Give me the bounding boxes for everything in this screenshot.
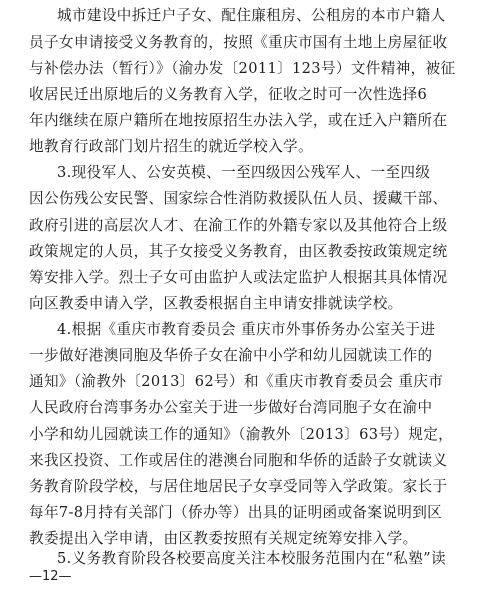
text-line: 与补偿办法（暂行）》（渝办发〔2011〕123号）文件精神，被征 — [29, 60, 456, 77]
text-line: 一步做好港澳同胞及华侨子女在渝中小学和幼儿园就读工作的 — [29, 347, 433, 364]
text-line: 员子女申请接受义务教育的，按照《重庆市国有土地上房屋征收 — [29, 34, 448, 51]
text-line: 因公伤残公安民警、国家综合性消防救援队伍人员、援藏干部、 — [29, 190, 448, 207]
text-line: 政策规定的人员，其子女接受义务教育，由区教委按政策规定统 — [29, 243, 448, 260]
text-line: 向区教委申请入学，区教委根据自主申请安排就读学校。 — [29, 295, 403, 312]
text-line: 地教育行政部门划片招生的就近学校入学。 — [29, 138, 313, 155]
text-line: 政府引进的高层次人才、在渝工作的外籍专家以及其他符合上级 — [29, 217, 448, 234]
text-line: 来我区投资、工作或居住的港澳台同胞和华侨的适龄子女就读义 — [29, 452, 448, 469]
text-line: 教委提出入学申请，由区教委按照有关规定统筹安排入学。 — [29, 530, 418, 547]
text-line: 通知》（渝教外〔2013〕62号）和《重庆市教育委员会 重庆市 — [29, 373, 444, 390]
text-line: 城市建设中拆迁户子女、配住廉租房、公租房的本市户籍人 — [57, 7, 446, 24]
page-number: —12— — [29, 569, 72, 584]
text-line: 小学和幼儿园就读工作的通知》（渝教外〔2013〕63号）规定， — [29, 426, 454, 443]
text-line: 收居民迁出原地后的义务教育入学，征收之时可一次性选择6 — [29, 86, 428, 103]
text-line: 务教育阶段学校，与居住地居民子女享受同等入学政策。家长于 — [29, 478, 448, 495]
text-line: 4.根据《重庆市教育委员会 重庆市外事侨务办公室关于进 — [57, 321, 436, 338]
text-line: 筹安排入学。烈士子女可由监护人或法定监护人根据其具体情况 — [29, 269, 448, 286]
text-line: 5.义务教育阶段各校要高度关注本校服务范围内在“私塾”读 — [57, 550, 446, 567]
text-line: 3.现役军人、公安英模、一至四级因公残军人、一至四级 — [57, 164, 431, 181]
text-line: 每年7-8月持有关部门（侨办等）出具的证明函或备案说明到区 — [29, 504, 443, 521]
text-line: 年内继续在原户籍所在地按原招生办法入学，或在迁入户籍所在 — [29, 112, 448, 129]
text-line: 人民政府台湾事务办公室关于进一步做好台湾同胞子女在渝中 — [29, 399, 433, 416]
